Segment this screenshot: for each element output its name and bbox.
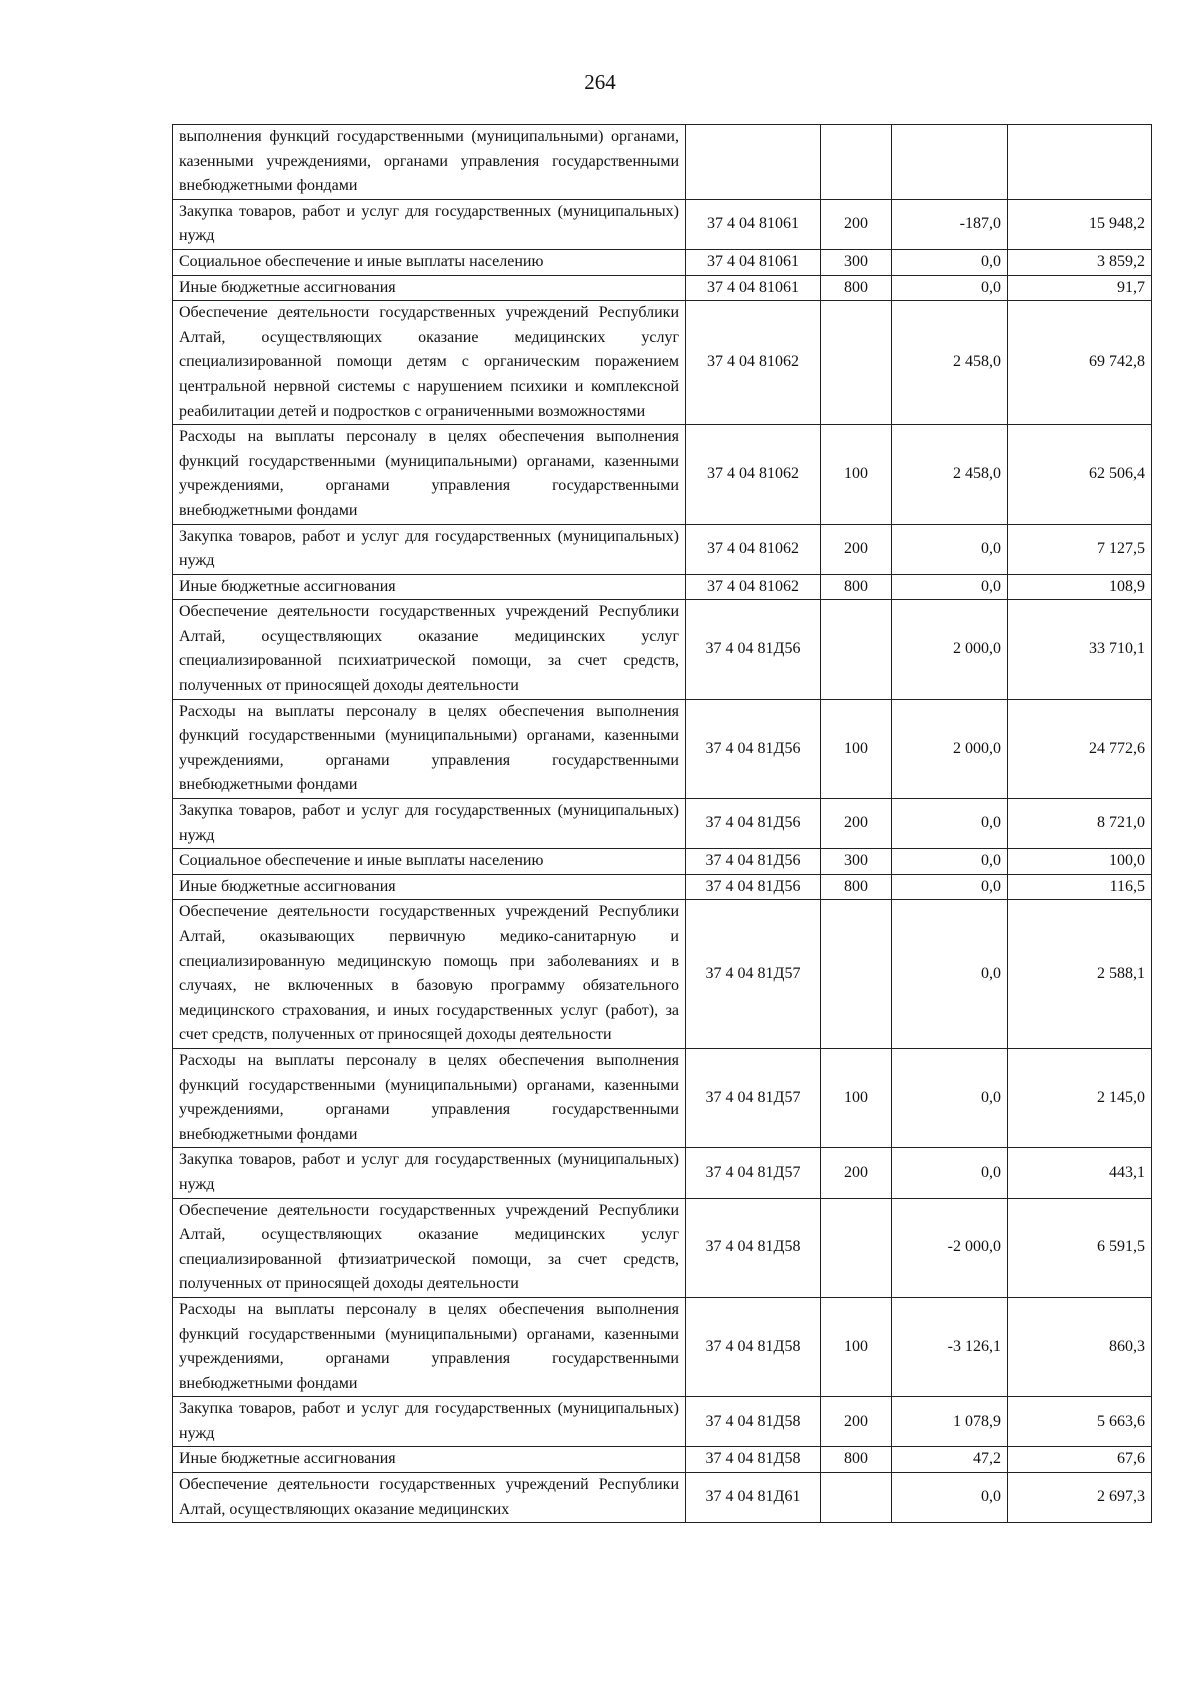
target-article-code-cell: 37 4 04 81Д58 [686, 1198, 821, 1297]
expense-name-cell: Социальное обеспечение и иные выплаты населению [173, 249, 686, 275]
target-article-code-cell: 37 4 04 81Д56 [686, 799, 821, 849]
table-row [173, 900, 1152, 1049]
target-article-code-cell: 37 4 04 81061 [686, 275, 821, 301]
target-article-code-cell: 37 4 04 81Д56 [686, 600, 821, 699]
page-number: 264 [584, 70, 616, 94]
amount-change-cell: 47,2 [892, 1447, 1008, 1473]
expense-name-cell: Закупка товаров, работ и услуг для государственных (муниципальных) нужд [173, 1148, 686, 1198]
amount-change-cell: 1 078,9 [892, 1397, 1008, 1447]
expense-type-code-cell: 200 [821, 199, 892, 249]
table-row [173, 301, 1152, 425]
table-row [173, 199, 1152, 249]
amount-total-cell: 2 588,1 [1008, 900, 1152, 1049]
amount-total-cell: 3 859,2 [1008, 249, 1152, 275]
amount-total-cell: 91,7 [1008, 275, 1152, 301]
budget-table [172, 124, 1152, 1523]
expense-type-code-cell: 200 [821, 524, 892, 574]
expense-name-cell: Иные бюджетные ассигнования [173, 574, 686, 600]
target-article-code-cell: 37 4 04 81062 [686, 574, 821, 600]
amount-change-cell: 0,0 [892, 574, 1008, 600]
table-row [173, 1447, 1152, 1473]
target-article-code-cell: 37 4 04 81Д58 [686, 1397, 821, 1447]
amount-total-cell: 100,0 [1008, 849, 1152, 875]
expense-name-cell: Иные бюджетные ассигнования [173, 874, 686, 900]
expense-name-cell: Закупка товаров, работ и услуг для государственных (муниципальных) нужд [173, 1397, 686, 1447]
expense-name-cell: Расходы на выплаты персоналу в целях обеспечения выполнения функций государственными (муниципальными) органами, казенными учреждениями, органами управления государственными внебюджетными фондами [173, 425, 686, 524]
amount-change-cell: 0,0 [892, 524, 1008, 574]
expense-type-code-cell: 300 [821, 849, 892, 875]
expense-type-code-cell [821, 125, 892, 200]
expense-name-cell: Расходы на выплаты персоналу в целях обеспечения выполнения функций государственными (муниципальными) органами, казенными учреждениями, органами управления государственными внебюджетными фондами [173, 699, 686, 798]
table-row [173, 1148, 1152, 1198]
expense-type-code-cell [821, 301, 892, 425]
amount-total-cell: 2 145,0 [1008, 1048, 1152, 1147]
table-row [173, 425, 1152, 524]
expense-type-code-cell: 100 [821, 425, 892, 524]
table-row [173, 600, 1152, 699]
table-row [173, 125, 1152, 200]
table-row [173, 849, 1152, 875]
expense-name-cell: Закупка товаров, работ и услуг для государственных (муниципальных) нужд [173, 524, 686, 574]
amount-change-cell: 0,0 [892, 874, 1008, 900]
table-row [173, 1473, 1152, 1523]
table-row [173, 275, 1152, 301]
target-article-code-cell: 37 4 04 81062 [686, 301, 821, 425]
amount-total-cell: 62 506,4 [1008, 425, 1152, 524]
target-article-code-cell: 37 4 04 81Д61 [686, 1473, 821, 1523]
target-article-code-cell: 37 4 04 81Д57 [686, 900, 821, 1049]
amount-change-cell: -3 126,1 [892, 1297, 1008, 1396]
expense-name-cell: Обеспечение деятельности государственных учреждений Республики Алтай, осуществляющих оказание медицинских услуг специализированной помощи детям с органическим поражением центральной нервной системы с нарушением психики и комплексной реабилитации детей и подростков с ограниченными возможностями [173, 301, 686, 425]
amount-change-cell: 0,0 [892, 900, 1008, 1049]
expense-type-code-cell: 300 [821, 249, 892, 275]
table-row [173, 699, 1152, 798]
amount-total-cell: 443,1 [1008, 1148, 1152, 1198]
expense-type-code-cell: 100 [821, 699, 892, 798]
amount-total-cell: 5 663,6 [1008, 1397, 1152, 1447]
table-row [173, 1198, 1152, 1297]
table-row [173, 874, 1152, 900]
target-article-code-cell: 37 4 04 81Д58 [686, 1297, 821, 1396]
amount-change-cell: 2 000,0 [892, 600, 1008, 699]
amount-total-cell: 2 697,3 [1008, 1473, 1152, 1523]
expense-name-cell: выполнения функций государственными (муниципальными) органами, казенными учреждениями, органами управления государственными внебюджетными фондами [173, 125, 686, 200]
target-article-code-cell: 37 4 04 81Д56 [686, 849, 821, 875]
target-article-code-cell: 37 4 04 81Д56 [686, 699, 821, 798]
expense-type-code-cell: 200 [821, 1148, 892, 1198]
table-row [173, 1297, 1152, 1396]
table-row [173, 249, 1152, 275]
target-article-code-cell: 37 4 04 81Д57 [686, 1148, 821, 1198]
target-article-code-cell [686, 125, 821, 200]
amount-total-cell: 116,5 [1008, 874, 1152, 900]
expense-name-cell: Социальное обеспечение и иные выплаты населению [173, 849, 686, 875]
amount-change-cell: -187,0 [892, 199, 1008, 249]
expense-type-code-cell: 800 [821, 275, 892, 301]
amount-total-cell: 108,9 [1008, 574, 1152, 600]
expense-name-cell: Закупка товаров, работ и услуг для государственных (муниципальных) нужд [173, 799, 686, 849]
amount-change-cell [892, 125, 1008, 200]
amount-change-cell: 0,0 [892, 249, 1008, 275]
expense-name-cell: Обеспечение деятельности государственных учреждений Республики Алтай, осуществляющих оказание медицинских услуг специализированной психиатрической помощи, за счет средств, полученных от приносящей доходы деятельности [173, 600, 686, 699]
expense-name-cell: Закупка товаров, работ и услуг для государственных (муниципальных) нужд [173, 199, 686, 249]
amount-change-cell: 0,0 [892, 1148, 1008, 1198]
expense-name-cell: Обеспечение деятельности государственных учреждений Республики Алтай, осуществляющих оказание медицинских [173, 1473, 686, 1523]
target-article-code-cell: 37 4 04 81062 [686, 425, 821, 524]
table-row [173, 524, 1152, 574]
amount-total-cell: 67,6 [1008, 1447, 1152, 1473]
expense-type-code-cell [821, 1473, 892, 1523]
target-article-code-cell: 37 4 04 81061 [686, 249, 821, 275]
expense-type-code-cell [821, 600, 892, 699]
expense-type-code-cell: 800 [821, 1447, 892, 1473]
expense-name-cell: Иные бюджетные ассигнования [173, 275, 686, 301]
expense-type-code-cell: 800 [821, 874, 892, 900]
amount-change-cell: 2 458,0 [892, 425, 1008, 524]
expense-name-cell: Иные бюджетные ассигнования [173, 1447, 686, 1473]
amount-total-cell: 33 710,1 [1008, 600, 1152, 699]
amount-total-cell: 860,3 [1008, 1297, 1152, 1396]
target-article-code-cell: 37 4 04 81Д56 [686, 874, 821, 900]
amount-change-cell: 2 458,0 [892, 301, 1008, 425]
amount-change-cell: 0,0 [892, 849, 1008, 875]
budget-table-body [173, 125, 1152, 1523]
amount-change-cell: 0,0 [892, 799, 1008, 849]
target-article-code-cell: 37 4 04 81Д58 [686, 1447, 821, 1473]
expense-name-cell: Обеспечение деятельности государственных учреждений Республики Алтай, оказывающих первичную медико-санитарную и специализированную медицинскую помощь при заболеваниях и в случаях, не включенных в базовую программу обязательного медицинского страхования, и иных государственных услуг (работ), за счет средств, полученных от приносящей доходы деятельности [173, 900, 686, 1049]
target-article-code-cell: 37 4 04 81062 [686, 524, 821, 574]
amount-change-cell: 0,0 [892, 275, 1008, 301]
target-article-code-cell: 37 4 04 81Д57 [686, 1048, 821, 1147]
expense-type-code-cell: 100 [821, 1048, 892, 1147]
amount-total-cell [1008, 125, 1152, 200]
expense-type-code-cell [821, 1198, 892, 1297]
amount-change-cell: 0,0 [892, 1473, 1008, 1523]
amount-change-cell: -2 000,0 [892, 1198, 1008, 1297]
table-row [173, 1397, 1152, 1447]
amount-total-cell: 8 721,0 [1008, 799, 1152, 849]
expense-type-code-cell: 800 [821, 574, 892, 600]
table-row [173, 799, 1152, 849]
expense-type-code-cell: 100 [821, 1297, 892, 1396]
amount-change-cell: 0,0 [892, 1048, 1008, 1147]
amount-total-cell: 69 742,8 [1008, 301, 1152, 425]
target-article-code-cell: 37 4 04 81061 [686, 199, 821, 249]
expense-name-cell: Расходы на выплаты персоналу в целях обеспечения выполнения функций государственными (муниципальными) органами, казенными учреждениями, органами управления государственными внебюджетными фондами [173, 1297, 686, 1396]
amount-change-cell: 2 000,0 [892, 699, 1008, 798]
expense-name-cell: Расходы на выплаты персоналу в целях обеспечения выполнения функций государственными (муниципальными) органами, казенными учреждениями, органами управления государственными внебюджетными фондами [173, 1048, 686, 1147]
table-row [173, 1048, 1152, 1147]
expense-type-code-cell [821, 900, 892, 1049]
amount-total-cell: 24 772,6 [1008, 699, 1152, 798]
expense-name-cell: Обеспечение деятельности государственных учреждений Республики Алтай, осуществляющих оказание медицинских услуг специализированной фтизиатрической помощи, за счет средств, полученных от приносящей доходы деятельности [173, 1198, 686, 1297]
expense-type-code-cell: 200 [821, 1397, 892, 1447]
amount-total-cell: 15 948,2 [1008, 199, 1152, 249]
amount-total-cell: 7 127,5 [1008, 524, 1152, 574]
table-row [173, 574, 1152, 600]
expense-type-code-cell: 200 [821, 799, 892, 849]
amount-total-cell: 6 591,5 [1008, 1198, 1152, 1297]
